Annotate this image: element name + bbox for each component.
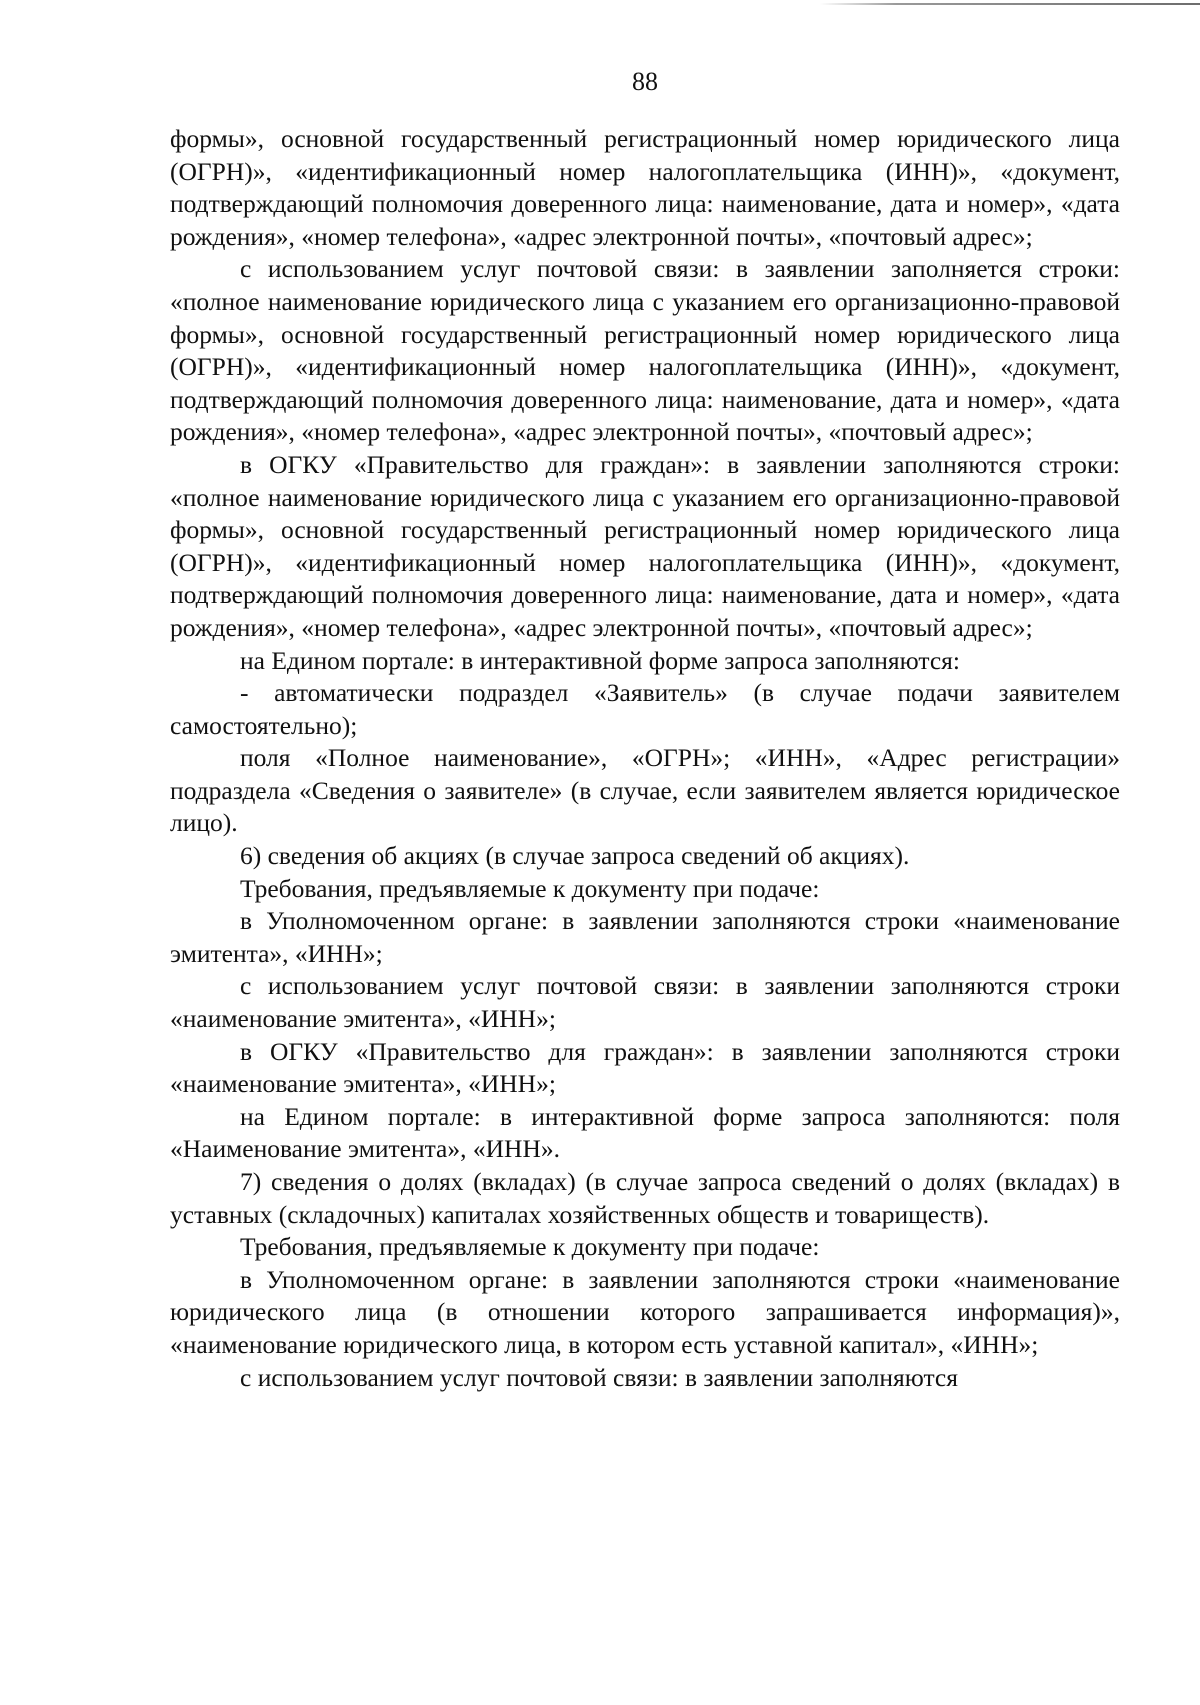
document-body: [170, 123, 1120, 1394]
page-number: 88: [632, 67, 658, 96]
paragraph-3: в ОГКУ «Правительство для граждан»: в заявлении заполняются строки: «полное наименование юридического лица с указанием его организационно-правовой формы», основной государственный регистрационный номер юридического лица (ОГРН)», «идентификационный номер налогоплательщика (ИНН)», «документ, подтверждающий полномочия доверенного лица: наименование, дата и номер», «дата рождения», «номер телефона», «адрес электронной почты», «почтовый адрес»;: [170, 449, 1120, 642]
paragraph-11: в ОГКУ «Правительство для граждан»: в заявлении заполняются строки «наименование эмитента», «ИНН»;: [170, 1036, 1120, 1099]
paragraph-5: - автоматически подраздел «Заявитель» (в случае подачи заявителем самостоятельно);: [170, 678, 1120, 740]
paragraph-9: в Уполномоченном органе: в заявлении заполняются строки «наименование эмитента», «ИНН»;: [170, 906, 1120, 968]
paragraph-10: с использованием услуг почтовой связи: в заявлении заполняются строки «наименование эмитента», «ИНН»;: [170, 971, 1120, 1034]
paragraph-13: 7) сведения о долях (вкладах) (в случае запроса сведений о долях (вкладах) в уставных (складочных) капиталах хозяйственных обществ и товариществ).: [170, 1167, 1120, 1229]
scan-edge-line: [820, 3, 1200, 5]
paragraph-6: поля «Полное наименование», «ОГРН»; «ИНН», «Адрес регистрации» подраздела «Сведения о заявителе» (в случае, если заявителем является юридическое лицо).: [170, 743, 1120, 838]
paragraph-12: на Едином портале: в интерактивной форме запроса заполняются: поля «Наименование эмитента», «ИНН».: [170, 1101, 1120, 1164]
paragraph-7: 6) сведения об акциях (в случае запроса сведений об акциях).: [240, 841, 910, 871]
paragraph-8: Требования, предъявляемые к документу при подаче:: [240, 873, 820, 903]
paragraph-2: с использованием услуг почтовой связи: в заявлении заполняется строки: «полное наименование юридического лица с указанием его организационно-правовой формы», основной государственный регистрационный номер юридического лица (ОГРН)», «идентификационный номер налогоплательщика (ИНН)», «документ, подтверждающий полномочия доверенного лица: наименование, дата и номер», «дата рождения», «номер телефона», «адрес электронной почты», «почтовый адрес»;: [170, 254, 1120, 447]
paragraph-1: формы», основной государственный регистрационный номер юридического лица (ОГРН)», «идентификационный номер налогоплательщика (ИНН)», «документ, подтверждающий полномочия доверенного лица: наименование, дата и номер», «дата рождения», «номер телефона», «адрес электронной почты», «почтовый адрес»;: [170, 124, 1120, 251]
paragraph-4: на Едином портале: в интерактивной форме запроса заполняются:: [240, 645, 960, 675]
paragraph-14: Требования, предъявляемые к документу при подаче:: [240, 1232, 820, 1262]
paragraph-15: в Уполномоченном органе: в заявлении заполняются строки «наименование юридического лица (в отношении которого запрашивается информация)», «наименование юридического лица, в котором есть уставной капитал», «ИНН»;: [170, 1264, 1120, 1359]
paragraph-16: с использованием услуг почтовой связи: в заявлении заполняются: [240, 1362, 958, 1392]
